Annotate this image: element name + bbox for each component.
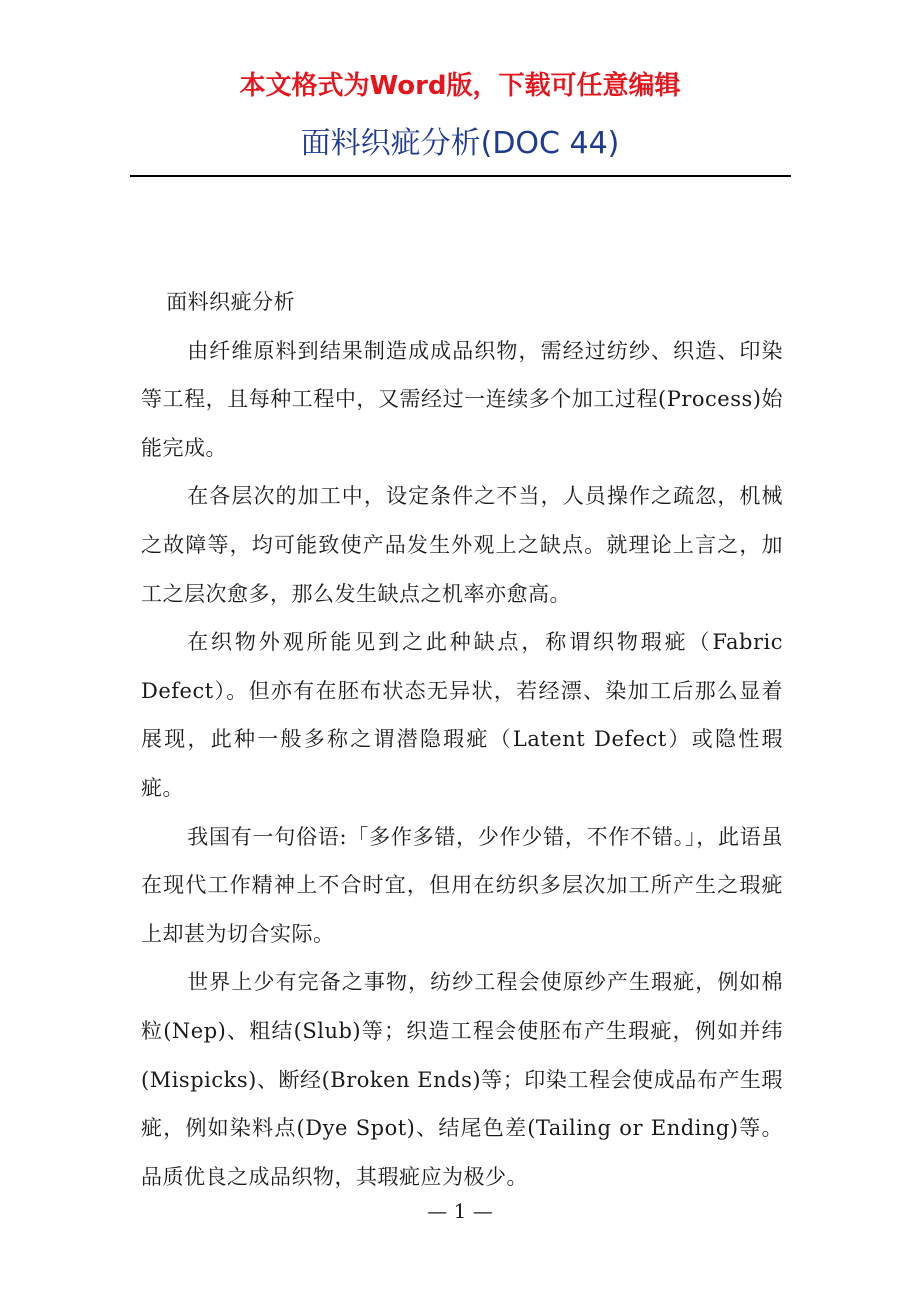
paragraph-2: 在各层次的加工中，设定条件之不当，人员操作之疏忽，机械之故障等，均可能致使产品发生外观上之缺点。就理论上言之，加工之层次愈多，那么发生缺点之机率亦愈高。 <box>141 484 783 606</box>
paragraph-5: 世界上少有完备之事物，纺纱工程会使原纱产生瑕疵，例如棉粒(Nep)、粗结(Slub)等；织造工程会使胚布产生瑕疵，例如并纬(Mispicks)、断经(Broken Ends)等；印染工程会使成品布产生瑕疵，例如染料点(Dye Spot)、结尾色差(Tailing or Ending)等。品质优良之成品织物，其瑕疵应为极少。 <box>141 970 783 1189</box>
header-divider <box>130 175 791 177</box>
document-title: 面料织疵分析(DOC 44) <box>300 126 620 161</box>
format-banner: 本文格式为Word版，下载可任意编辑 <box>239 71 681 101</box>
section-heading: 面料织疵分析 <box>166 290 296 314</box>
paragraph-4: 我国有一句俗语:「多作多错，少作少错，不作不错。」，此语虽在现代工作精神上不合时宜，但用在纺织多层次加工所产生之瑕疵上却甚为切合实际。 <box>141 824 783 946</box>
page-number: — 1 — <box>427 1199 493 1223</box>
paragraph-3: 在织物外观所能见到之此种缺点，称谓织物瑕疵（Fabric Defect）。但亦有在胚布状态无异状，若经漂、染加工后那么显着展现，此种一般多称之谓潜隐瑕疵（Latent Defect）或隐性瑕疵。 <box>141 630 783 800</box>
document-body <box>141 278 783 1201</box>
paragraph-1: 由纤维原料到结果制造成成品织物，需经过纺纱、织造、印染等工程，且每种工程中，又需经过一连续多个加工过程(Process)始能完成。 <box>141 338 783 460</box>
